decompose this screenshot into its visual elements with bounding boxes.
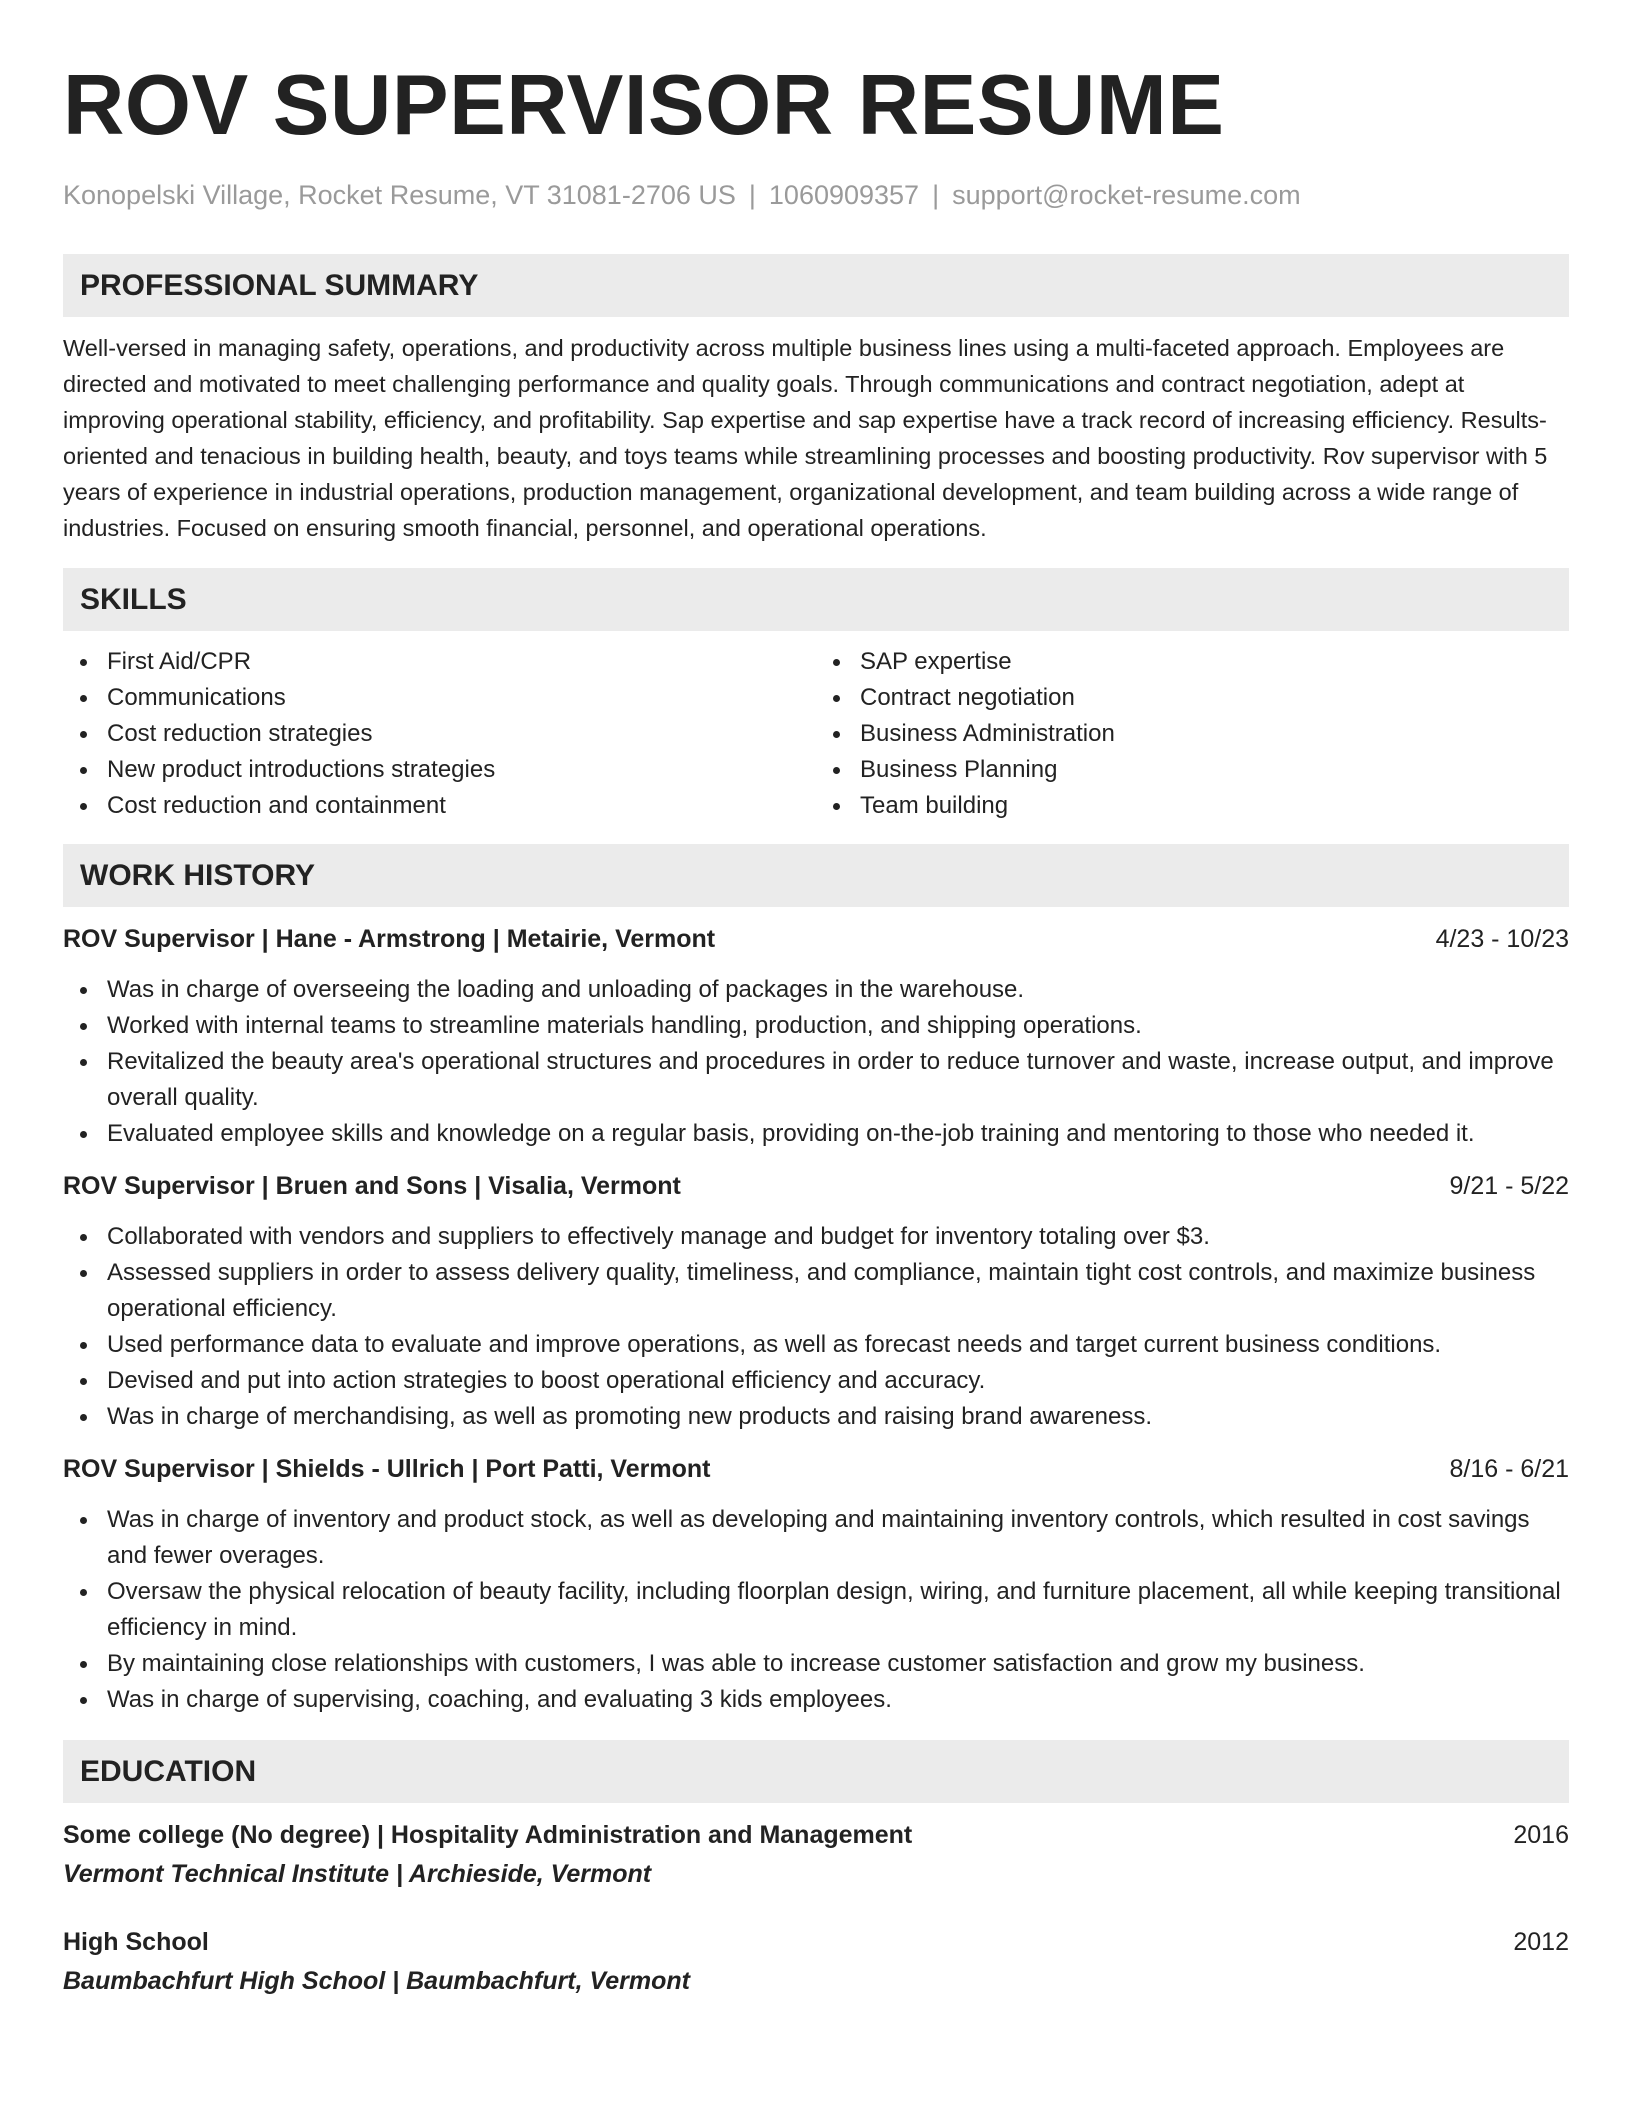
skills-column-left bbox=[63, 644, 816, 824]
job-date: 9/21 - 5/22 bbox=[1449, 1172, 1569, 1200]
job-bullet: Devised and put into action strategies to boost operational efficiency and accuracy. bbox=[63, 1363, 1569, 1399]
contact-separator: | bbox=[932, 180, 940, 210]
job-entry bbox=[63, 1168, 1569, 1435]
job-bullets bbox=[63, 972, 1569, 1152]
education-heading: EDUCATION bbox=[63, 1740, 1569, 1803]
job-bullet: Was in charge of overseeing the loading and unloading of packages in the warehouse. bbox=[63, 972, 1569, 1008]
education-school: Baumbachfurt High School | Baumbachfurt, Vermont bbox=[63, 1967, 690, 1995]
job-header bbox=[63, 921, 1569, 957]
job-title: ROV Supervisor | Bruen and Sons | Visalia, Vermont bbox=[63, 1172, 681, 1200]
education-school: Vermont Technical Institute | Archieside, Vermont bbox=[63, 1860, 652, 1888]
contact-line bbox=[63, 176, 1569, 214]
job-bullets bbox=[63, 1502, 1569, 1718]
education-date: 2012 bbox=[1513, 1928, 1569, 1956]
skill-item: First Aid/CPR bbox=[63, 644, 816, 680]
education-title: High School bbox=[63, 1928, 209, 1956]
contact-phone: 1060909357 bbox=[768, 180, 920, 210]
job-title: ROV Supervisor | Shields - Ullrich | Port Patti, Vermont bbox=[63, 1455, 711, 1483]
job-bullets bbox=[63, 1219, 1569, 1435]
job-date: 8/16 - 6/21 bbox=[1449, 1455, 1569, 1483]
skill-item: Contract negotiation bbox=[816, 680, 1569, 716]
job-date: 4/23 - 10/23 bbox=[1435, 925, 1569, 953]
job-bullet: Evaluated employee skills and knowledge on a regular basis, providing on-the-job training and mentoring to those who needed it. bbox=[63, 1116, 1569, 1152]
skill-item: Business Planning bbox=[816, 752, 1569, 788]
contact-separator: | bbox=[748, 180, 756, 210]
summary-text: Well-versed in managing safety, operations, and productivity across multiple business lines using a multi-faceted approach. Employees are directed and motivated to meet challenging performance and quality goals. Through communications and contract negotiation, adept at improving operational stability, efficiency, and profitability. Sap expertise and sap expertise have a track record of increasing efficiency. Results-oriented and tenacious in building health, beauty, and toys teams while streamlining processes and boosting productivity. Rov supervisor with 5 years of experience in industrial operations, production management, organizational development, and team building across a wide range of industries. Focused on ensuring smooth financial, personnel, and operational operations. bbox=[63, 335, 1548, 541]
skill-item: SAP expertise bbox=[816, 644, 1569, 680]
contact-address: Konopelski Village, Rocket Resume, VT 31081-2706 US bbox=[63, 180, 736, 210]
job-bullet: Collaborated with vendors and suppliers to effectively manage and budget for inventory totaling over $3. bbox=[63, 1219, 1569, 1255]
job-bullet: By maintaining close relationships with customers, I was able to increase customer satisfaction and grow my business. bbox=[63, 1646, 1569, 1682]
education-entry bbox=[63, 1924, 1569, 1999]
education-header bbox=[63, 1924, 1569, 1960]
education-entry bbox=[63, 1817, 1569, 1892]
skill-item: Cost reduction strategies bbox=[63, 716, 816, 752]
job-entry bbox=[63, 921, 1569, 1152]
education-date: 2016 bbox=[1513, 1821, 1569, 1849]
job-bullet: Was in charge of inventory and product stock, as well as developing and maintaining inventory controls, which resulted in cost savings and fewer overages. bbox=[63, 1502, 1569, 1574]
job-entry bbox=[63, 1451, 1569, 1718]
job-bullet: Was in charge of merchandising, as well as promoting new products and raising brand awareness. bbox=[63, 1399, 1569, 1435]
skill-item: Team building bbox=[816, 788, 1569, 824]
skills-list bbox=[63, 644, 1569, 824]
skills-heading: SKILLS bbox=[63, 568, 1569, 631]
skill-item: Business Administration bbox=[816, 716, 1569, 752]
work-heading: WORK HISTORY bbox=[63, 844, 1569, 907]
job-bullet: Revitalized the beauty area's operational structures and procedures in order to reduce turnover and waste, increase output, and improve overall quality. bbox=[63, 1044, 1569, 1116]
job-bullet: Worked with internal teams to streamline materials handling, production, and shipping operations. bbox=[63, 1008, 1569, 1044]
skill-item: Communications bbox=[63, 680, 816, 716]
job-bullet: Used performance data to evaluate and improve operations, as well as forecast needs and target current business conditions. bbox=[63, 1327, 1569, 1363]
job-title: ROV Supervisor | Hane - Armstrong | Metairie, Vermont bbox=[63, 925, 716, 953]
job-bullet: Was in charge of supervising, coaching, and evaluating 3 kids employees. bbox=[63, 1682, 1569, 1718]
education-title: Some college (No degree) | Hospitality Administration and Management bbox=[63, 1821, 913, 1849]
education-header bbox=[63, 1817, 1569, 1853]
skill-item: Cost reduction and containment bbox=[63, 788, 816, 824]
summary-heading: PROFESSIONAL SUMMARY bbox=[63, 254, 1569, 317]
job-header bbox=[63, 1168, 1569, 1204]
job-bullet: Assessed suppliers in order to assess delivery quality, timeliness, and compliance, maintain tight cost controls, and maximize business operational efficiency. bbox=[63, 1255, 1569, 1327]
skill-item: New product introductions strategies bbox=[63, 752, 816, 788]
resume-title: ROV SUPERVISOR RESUME bbox=[63, 58, 1225, 153]
skills-column-right bbox=[816, 644, 1569, 824]
contact-email: support@rocket-resume.com bbox=[952, 180, 1301, 210]
job-header bbox=[63, 1451, 1569, 1487]
job-bullet: Oversaw the physical relocation of beauty facility, including floorplan design, wiring, and furniture placement, all while keeping transitional efficiency in mind. bbox=[63, 1574, 1569, 1646]
